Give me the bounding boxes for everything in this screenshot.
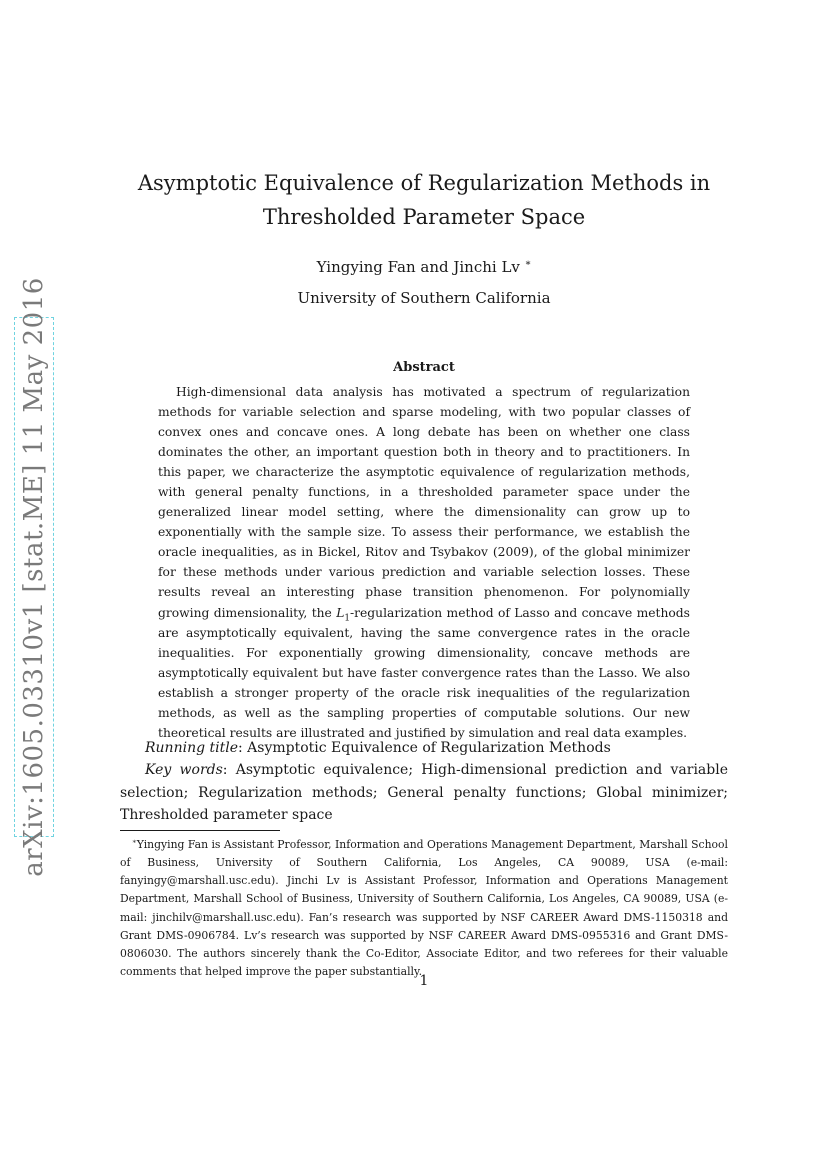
page-number: 1 (419, 973, 429, 989)
running-title-label: Running title (145, 740, 238, 756)
footnote-text: Yingying Fan is Assistant Professor, Information and Operations Management Department, Marshall School of Business, University of Southern California, Los Angeles, CA 90089, USA (e-mail: fanyingy@marshall.usc.edu). Jinchi Lv is Assistant Professor, Information and Operations Management Department, Marshall School of Business, University of Southern California, Los Angeles, CA 90089, USA (e-mail: jinchilv@marshall.usc.edu). Fan’s research was supported by NSF CAREER Award DMS-1150318 and Grant DMS-0906784. Lv’s research was supported by NSF CAREER Award DMS-0955316 and Grant DMS-0806030. The authors sincerely thank the Co-Editor, Associate Editor, and two referees for their valuable comments that helped improve the paper substantially. (120, 838, 728, 979)
abstract-heading: Abstract (393, 360, 455, 375)
running-title-text: : Asymptotic Equivalence of Regularization Methods (238, 740, 611, 756)
l1-symbol-base: L (336, 605, 345, 620)
author-line (100, 256, 748, 278)
paper-title (100, 166, 748, 234)
key-words-text: : Asymptotic equivalence; High-dimensional prediction and variable selection; Regularization methods; General penalty functions; Global minimizer; Thresholded parameter space (120, 762, 728, 823)
footnote-mark: ∗ (132, 836, 137, 846)
abstract-text-part-2: -regularization method of Lasso and concave methods are asymptotically equivalent, having the same convergence rates in the oracle inequalities. For exponentially growing dimensionality, concave methods are asymptotically equivalent but have faster convergence rates than the Lasso. We also establish a stronger property of the oracle risk inequalities of the regularization methods, as well as the sampling properties of computable solutions. Our new theoretical results are illustrated and justified by simulation and real data examples. (158, 605, 690, 740)
author-footnote (120, 836, 728, 981)
abstract-text-part-1: High-dimensional data analysis has motivated a spectrum of regularization methods for variable selection and sparse modeling, with two popular classes of convex ones and concave ones. A long debate has been on whether one class dominates the other, an important question both in theory and to practitioners. In this paper, we characterize the asymptotic equivalence of regularization methods, with general penalty functions, in a thresholded parameter space under the generalized linear model setting, where the dimensionality can grow up to exponentially with the sample size. To assess their performance, we establish the oracle inequalities, as in Bickel, Ritov and Tsybakov (2009), of the global minimizer for these methods under various prediction and variable selection losses. These results reveal an interesting phase transition phenomenon. For polynomially growing dimensionality, the (158, 385, 690, 620)
key-words-label: Key words (145, 762, 223, 778)
running-title (120, 737, 728, 759)
affiliation: University of Southern California (297, 289, 551, 307)
footnote-rule (120, 830, 280, 831)
author-names: Yingying Fan and Jinchi Lv (316, 258, 520, 276)
arxiv-identifier-stamp: arXiv:1605.03310v1 [stat.ME] 11 May 2016 (19, 277, 49, 877)
author-footnote-mark: ∗ (524, 258, 532, 269)
l1-symbol-subscript: 1 (344, 612, 350, 623)
key-words (120, 759, 728, 827)
abstract-text (158, 382, 690, 743)
title-line-1: Asymptotic Equivalence of Regularization Methods in (137, 171, 711, 195)
title-line-2: Thresholded Parameter Space (262, 205, 586, 229)
